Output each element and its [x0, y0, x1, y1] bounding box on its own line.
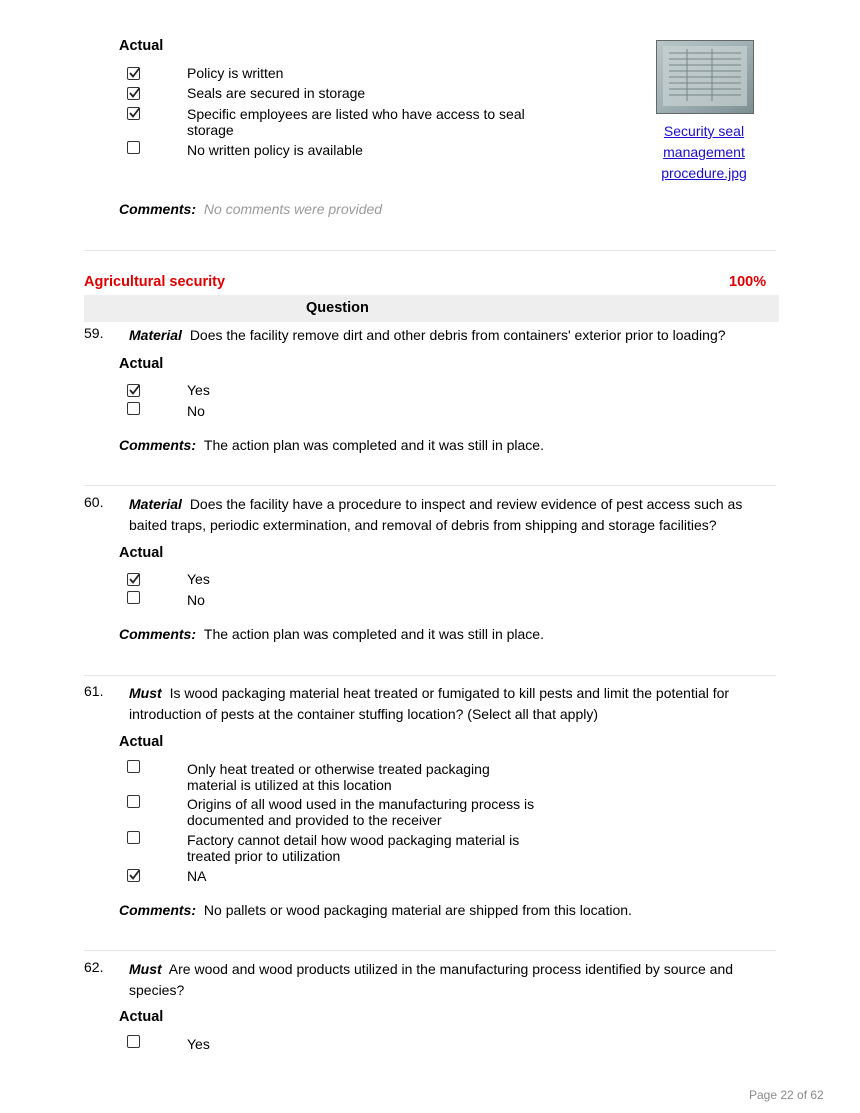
comments-text: No comments were provided: [203, 201, 383, 217]
comments-label: Comments:: [119, 437, 197, 453]
comments-text: No pallets or wood packaging material are shipped from this location.: [203, 902, 632, 918]
checkmark-icon: [127, 85, 142, 100]
checkmark-icon: [127, 382, 142, 397]
question-body: Is wood packaging material heat treated or fumigated to kill pests and limit the potential for introduction of pests at the container stuffing location? (Select all that apply): [129, 685, 730, 722]
question-text: [129, 683, 784, 725]
comments-row: [119, 201, 382, 217]
comments-row: [119, 437, 544, 453]
checkbox-checked[interactable]: [127, 87, 140, 100]
checkbox-checked[interactable]: [127, 384, 140, 397]
option-label: Policy is written: [187, 65, 284, 81]
comments-text: The action plan was completed and it was still in place.: [203, 626, 544, 642]
option-label: No: [187, 403, 205, 419]
checkbox-unchecked[interactable]: [127, 1035, 140, 1048]
attachment-link[interactable]: Security seal management procedure.jpg: [661, 123, 747, 181]
actual-label: Actual: [119, 38, 164, 54]
comments-label: Comments:: [119, 902, 197, 918]
checkbox-unchecked[interactable]: [127, 831, 140, 844]
option-label: NA: [187, 868, 207, 884]
question-tag: Must: [129, 685, 162, 701]
option-label: No: [187, 592, 205, 608]
checkbox-checked[interactable]: [127, 107, 140, 120]
actual-label: Actual: [119, 545, 164, 561]
checkbox-unchecked[interactable]: [127, 591, 140, 604]
question-body: Are wood and wood products utilized in the manufacturing process identified by source and species?: [129, 961, 734, 998]
option-label: Origins of all wood used in the manufacturing process is documented and provided to the receiver: [187, 796, 535, 828]
question-tag: Material: [129, 496, 182, 512]
option-label: No written policy is available: [187, 142, 363, 158]
question-text: [129, 494, 784, 536]
question-body: Does the facility have a procedure to inspect and review evidence of pest access such as baited traps, periodic extermination, and removal of debris from shipping and storage facilities?: [129, 496, 743, 533]
comments-label: Comments:: [119, 626, 197, 642]
actual-label: Actual: [119, 734, 164, 750]
comments-label: Comments:: [119, 201, 197, 217]
checkbox-unchecked[interactable]: [127, 760, 140, 773]
option-label: Factory cannot detail how wood packaging material is treated prior to utilization: [187, 832, 520, 864]
page-number: Page 22 of 62: [749, 1088, 824, 1102]
comments-row: [119, 902, 632, 918]
question-body: Does the facility remove dirt and other debris from containers' exterior prior to loading?: [189, 327, 726, 343]
checkbox-unchecked[interactable]: [127, 402, 140, 415]
question-header: Question: [306, 300, 369, 316]
document-photo-icon: [657, 41, 753, 113]
attachment-thumbnail[interactable]: [656, 40, 754, 114]
checkmark-icon: [127, 571, 142, 586]
option-label: Only heat treated or otherwise treated packaging material is utilized at this location: [187, 761, 490, 793]
question-tag: Material: [129, 327, 182, 343]
section-title: Agricultural security: [84, 274, 226, 290]
divider: [84, 485, 776, 486]
checkmark-icon: [127, 867, 142, 882]
comments-text: The action plan was completed and it was still in place.: [203, 437, 544, 453]
divider: [84, 675, 776, 676]
question-text: [129, 959, 784, 1001]
question-tag: Must: [129, 961, 162, 977]
section-score: 100%: [729, 274, 767, 290]
question-number: 60.: [84, 494, 104, 510]
divider: [84, 950, 776, 951]
option-label: Specific employees are listed who have access to seal storage: [187, 106, 525, 138]
divider: [84, 250, 776, 251]
question-number: 61.: [84, 683, 104, 699]
checkbox-checked[interactable]: [127, 67, 140, 80]
option-label: Yes: [187, 1036, 210, 1052]
option-label: Yes: [187, 382, 210, 398]
actual-label: Actual: [119, 356, 164, 372]
checkmark-icon: [127, 105, 142, 120]
comments-row: [119, 626, 544, 642]
option-label: Seals are secured in storage: [187, 85, 366, 101]
checkbox-checked[interactable]: [127, 869, 140, 882]
checkbox-checked[interactable]: [127, 573, 140, 586]
question-text: [129, 325, 784, 346]
checkbox-unchecked[interactable]: [127, 141, 140, 154]
actual-label: Actual: [119, 1009, 164, 1025]
question-number: 62.: [84, 959, 104, 975]
question-header-bar: [84, 295, 779, 322]
option-label: Yes: [187, 571, 210, 587]
question-number: 59.: [84, 325, 104, 341]
checkbox-unchecked[interactable]: [127, 795, 140, 808]
checkmark-icon: [127, 65, 142, 80]
